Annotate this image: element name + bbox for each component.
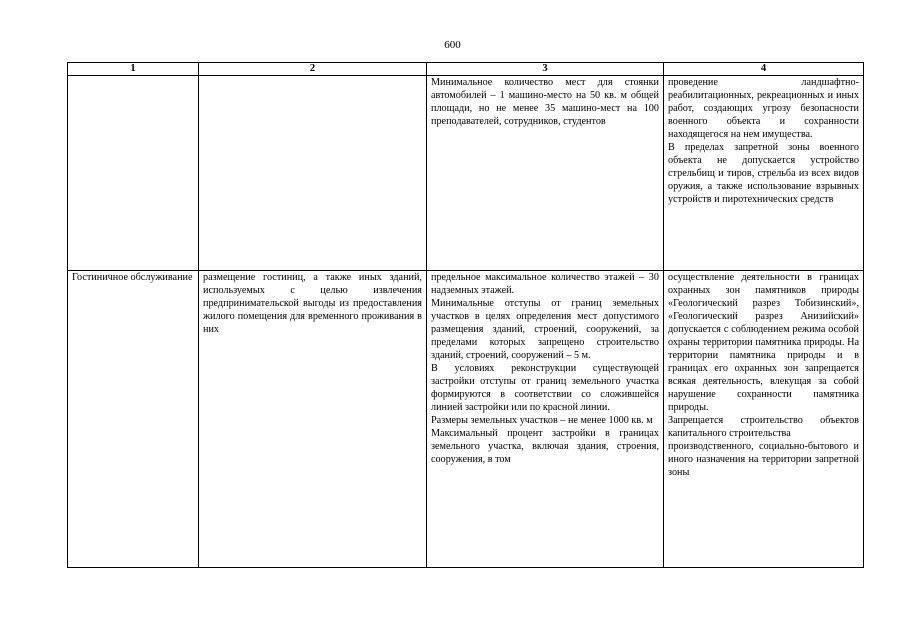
table-header-row — [68, 63, 864, 76]
row2-col4-cell — [664, 271, 864, 568]
row1-col4-para-2: В пределах запретной зоны военного объекта не допускается устройство стрельбищ и тиров, стрельба из всех видов оружия, а также использование взрывных устройств и пиротехнических средств — [668, 142, 859, 205]
column-header-2: 2 — [199, 63, 427, 76]
table-row — [68, 271, 864, 568]
row1-col4-cell — [664, 76, 864, 271]
row2-col3-para-4: Размеры земельных участков – не менее 1000 кв. м — [431, 415, 653, 426]
row2-col4-para-3: производственного, социально-бытового и иного назначения на территории запретной зоны — [668, 441, 859, 478]
row2-col3-para-3: В условиях реконструкции существующей застройки отступы от границ земельного участка формируются в соответствии со сложившейся линией застройки или по красной линии. — [431, 363, 659, 413]
row2-col4-para-2: Запрещается строительство объектов капитального строительства — [668, 415, 859, 439]
document-table — [67, 62, 864, 568]
column-header-1: 1 — [68, 63, 199, 76]
row1-col1-cell — [68, 76, 199, 271]
row2-col3-para-1: предельное максимальное количество этажей – 30 надземных этажей. — [431, 272, 659, 296]
table-row — [68, 76, 864, 271]
page-number: 600 — [444, 39, 461, 51]
column-header-4: 4 — [664, 63, 864, 76]
row2-col3-para-2: Минимальные отступы от границ земельных участков в целях определения мест допустимого размещения зданий, строений, сооружений, за пределами которых запрещено строительство зданий, строений, сооружений – 5 м. — [431, 298, 659, 361]
row2-col3-cell — [427, 271, 664, 568]
row2-col2-cell: размещение гостиниц, а также иных зданий, используемых с целью извлечения предпринимательской выгоды из предоставления жилого помещения для временного проживания в них — [199, 271, 427, 568]
column-header-3: 3 — [427, 63, 664, 76]
row1-col4-para-1: проведение ландшафтно-реабилитационных, рекреационных и иных работ, создающих угрозу безопасности военного объекта и сохранности находящегося на нем имущества. — [668, 77, 859, 140]
row2-col3-para-5: Максимальный процент застройки в границах земельного участка, включая здания, строения, сооружения, в том — [431, 428, 659, 465]
row1-col2-cell — [199, 76, 427, 271]
row1-col3-cell: Минимальное количество мест для стоянки автомобилей – 1 машино-место на 50 кв. м общей площади, но не менее 35 машино-мест на 100 преподавателей, сотрудников, студентов — [427, 76, 664, 271]
row2-col1-cell: Гостиничное обслуживание — [68, 271, 199, 568]
row2-col4-para-1: осуществление деятельности в границах охранных зон памятников природы «Геологический разрез Тобизинский», «Геологический разрез Анизийский» допускается с соблюдением режима особой охраны территории памятника природы. На территории памятника природы и в границах его охранных зон запрещается всякая деятельность, влекущая за собой нарушение сохранности памятника природы. — [668, 272, 859, 413]
